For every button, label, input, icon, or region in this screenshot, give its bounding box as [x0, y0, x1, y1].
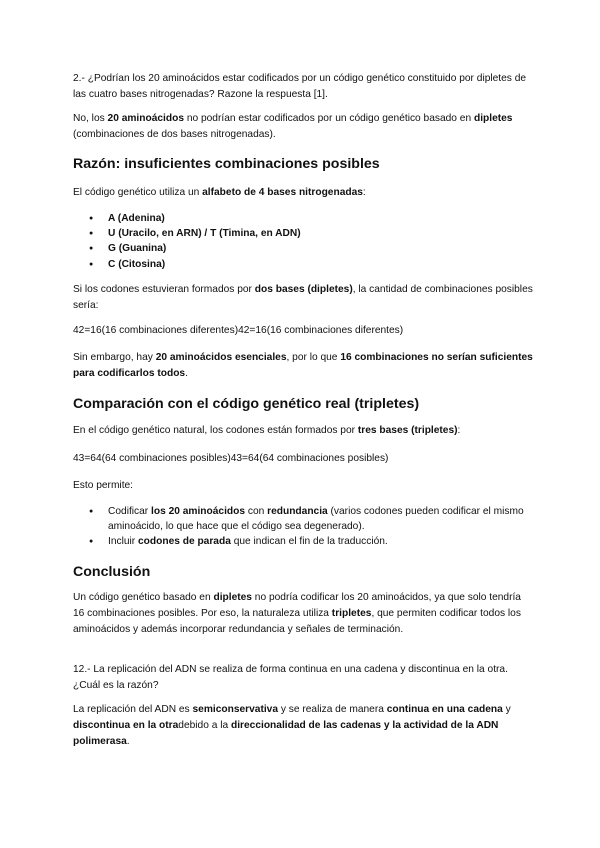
paragraph-permite: Esto permite:: [73, 480, 134, 491]
formula-dipletes: 42=16(16 combinaciones diferentes)42=16(16 combinaciones diferentes): [73, 325, 404, 336]
paragraph-conclusion: Un código genético basado en dipletes no podría codificar los 20 aminoácidos, ya que solo tendría 16 combinaciones posibles. Por eso, la naturaleza utiliza tripletes, que permiten codificar todos los aminoácidos y además incorporar redundancia y señales de terminación.: [73, 592, 521, 635]
benefits-list: [73, 504, 533, 550]
paragraph-tripletes: En el código genético natural, los codones están formados por tres bases (tripletes):: [73, 425, 461, 436]
bases-list: [73, 211, 533, 272]
heading-comparacion: Comparación con el código genético real (tripletes): [73, 396, 420, 412]
paragraph-dipletes: Si los codones estuvieran formados por dos bases (dipletes), la cantidad de combinaciones posibles sería:: [73, 284, 533, 311]
heading-conclusion: Conclusión: [73, 564, 151, 580]
paragraph-insuficientes: Sin embargo, hay 20 aminoácidos esenciales, por lo que 16 combinaciones no serían suficientes para codificarlos todos.: [73, 352, 533, 379]
formula-tripletes: 43=64(64 combinaciones posibles)43=64(64 combinaciones posibles): [73, 453, 389, 464]
answer-12: La replicación del ADN es semiconservativa y se realiza de manera continua en una cadena y discontinua en la otradebido a la direccionalidad de las cadenas y la actividad de la ADN polimerasa.: [73, 704, 511, 747]
list-item: ● G (Guanina): [73, 241, 533, 256]
question-2: 2.- ¿Podrían los 20 aminoácidos estar codificados por un código genético constituido por dipletes de las cuatro bases nitrogenadas? Razone la respuesta [1].: [73, 73, 527, 100]
heading-razon: Razón: insuficientes combinaciones posibles: [73, 156, 380, 172]
intro-alfabeto: El código genético utiliza un alfabeto de 4 bases nitrogenadas:: [73, 187, 366, 198]
list-item: ● Incluir codones de parada que indican el fin de la traducción.: [73, 534, 533, 549]
list-item: ● Codificar los 20 aminoácidos con redundancia (varios codones pueden codificar el mismo aminoácido, lo que hace que el código sea degenerado).: [73, 504, 533, 534]
list-item: ● A (Adenina): [73, 211, 533, 226]
answer-2: No, los 20 aminoácidos no podrían estar codificados por un código genético basado en dipletes (combinaciones de dos bases nitrogenadas).: [73, 113, 513, 140]
list-item: ● C (Citosina): [73, 257, 533, 272]
question-12: 12.- La replicación del ADN se realiza de forma continua en una cadena y discontinua en la otra. ¿Cuál es la razón?: [73, 664, 508, 691]
list-item: ● U (Uracilo, en ARN) / T (Timina, en ADN): [73, 226, 533, 241]
